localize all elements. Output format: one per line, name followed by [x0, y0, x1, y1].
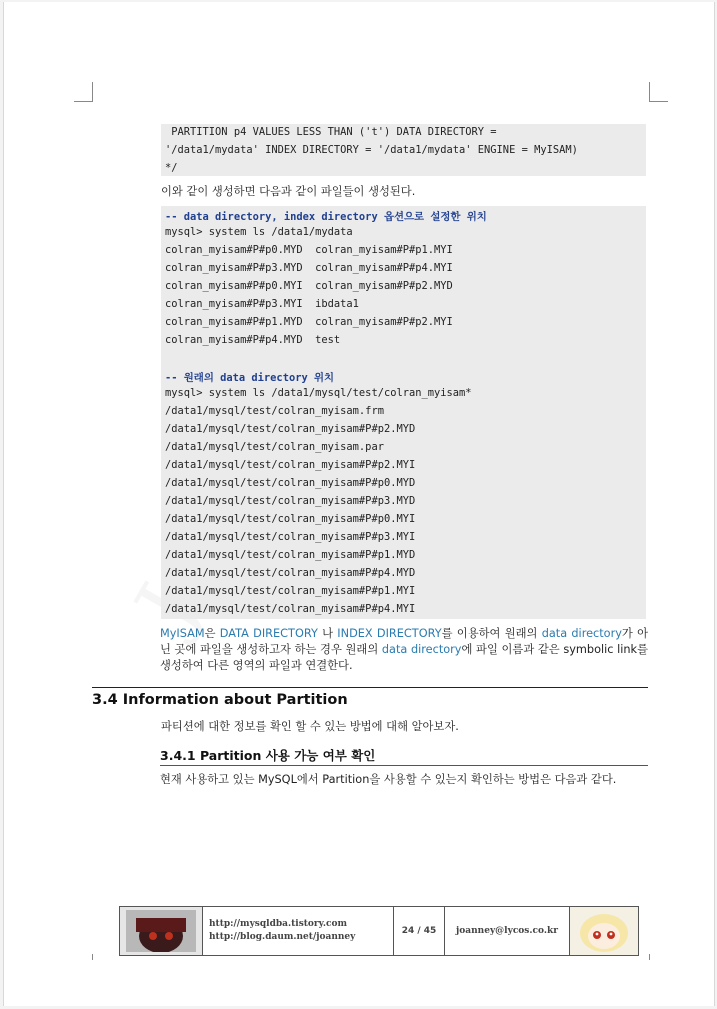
- subsection-heading: 3.4.1 Partition 사용 가능 여부 확인: [160, 748, 376, 763]
- page-footer: [119, 906, 639, 956]
- crop-mark: [92, 82, 93, 102]
- code-block-partition: [161, 124, 646, 176]
- subsection-body: 현재 사용하고 있는 MySQL에서 Partition을 사용할 수 있는지 확인하는 방법은 다음과 같다.: [160, 773, 617, 786]
- code-line: mysql> system ls /data1/mysql/test/colran_myisam*: [165, 387, 472, 399]
- code-line: /data1/mysql/test/colran_myisam.frm: [165, 405, 384, 417]
- code-line: /data1/mysql/test/colran_myisam#P#p3.MYI: [165, 531, 416, 543]
- crop-mark: [92, 954, 93, 960]
- code-line: /data1/mysql/test/colran_myisam#P#p0.MYI: [165, 513, 416, 525]
- footer-avatar-left: [120, 907, 203, 955]
- code-comment: -- 원래의 data directory 위치: [165, 372, 335, 384]
- subsection-rule: [160, 765, 648, 766]
- code-line: colran_myisam#P#p0.MYD colran_myisam#P#p1.MYI: [165, 244, 453, 256]
- code-line: /data1/mysql/test/colran_myisam#P#p0.MYD: [165, 477, 416, 489]
- crop-mark: [74, 101, 93, 102]
- paragraph-text: 에 파일 이름과 같은 symbolic link를 생성하여 다른 영역의 파일과 연결한다.: [160, 643, 649, 672]
- intro-text: 이와 같이 생성하면 다음과 같이 파일들이 생성된다.: [161, 185, 416, 198]
- highlight-term: data directory: [541, 627, 622, 640]
- paragraph-text: 나: [317, 627, 338, 640]
- code-line: colran_myisam#P#p4.MYD test: [165, 334, 341, 346]
- footer-url-tistory[interactable]: http://mysqldba.tistory.com: [209, 919, 348, 929]
- footer-page-number: 24 / 45: [394, 907, 445, 955]
- code-block-ls: [161, 206, 646, 619]
- character-avatar-icon: [572, 909, 636, 953]
- explanation-paragraph: [160, 626, 648, 674]
- code-comment: -- data directory, index directory 옵션으로 설정한 위치: [165, 211, 487, 223]
- code-line: /data1/mysql/test/colran_myisam.par: [165, 441, 384, 453]
- section-heading: 3.4 Information about Partition: [92, 692, 348, 708]
- footer-avatar-right: [570, 907, 638, 955]
- code-line: /data1/mysql/test/colran_myisam#P#p1.MYI: [165, 585, 416, 597]
- paragraph-text: 은: [204, 627, 220, 640]
- highlight-term: MyISAM: [160, 627, 205, 640]
- highlight-term: DATA DIRECTORY: [219, 627, 318, 640]
- footer-url-daum[interactable]: http://blog.daum.net/joanney: [209, 932, 356, 942]
- code-line: */: [165, 162, 178, 174]
- crop-mark: [649, 954, 650, 960]
- paragraph-text: 가 아닌 곳에 파일을 생성하고자 하는 경우 원래의: [160, 627, 648, 656]
- code-line: colran_myisam#P#p3.MYI ibdata1: [165, 298, 359, 310]
- code-line: colran_myisam#P#p1.MYD colran_myisam#P#p2.MYI: [165, 316, 453, 328]
- code-line: mysql> system ls /data1/mydata: [165, 226, 353, 238]
- code-line: /data1/mysql/test/colran_myisam#P#p4.MYD: [165, 567, 416, 579]
- section-body: 파티션에 대한 정보를 확인 할 수 있는 방법에 대해 알아보자.: [161, 720, 459, 733]
- crop-mark: [649, 101, 668, 102]
- paragraph-text: 를 이용하여 원래의: [441, 627, 542, 640]
- crop-mark: [649, 82, 650, 102]
- character-avatar-icon: [126, 910, 196, 952]
- code-line: /data1/mysql/test/colran_myisam#P#p2.MYI: [165, 459, 416, 471]
- code-line: /data1/mysql/test/colran_myisam#P#p1.MYD: [165, 549, 416, 561]
- code-line: colran_myisam#P#p0.MYI colran_myisam#P#p2.MYD: [165, 280, 453, 292]
- highlight-term: data directory: [381, 643, 462, 656]
- code-line: /data1/mysql/test/colran_myisam#P#p3.MYD: [165, 495, 416, 507]
- code-line: /data1/mysql/test/colran_myisam#P#p2.MYD: [165, 423, 416, 435]
- section-rule: [92, 687, 648, 688]
- footer-email[interactable]: joanney@lycos.co.kr: [445, 907, 570, 955]
- highlight-term: INDEX DIRECTORY: [337, 627, 442, 640]
- code-line: PARTITION p4 VALUES LESS THAN ('t') DATA DIRECTORY =: [165, 126, 497, 138]
- code-line: /data1/mysql/test/colran_myisam#P#p4.MYI: [165, 603, 416, 615]
- code-line: colran_myisam#P#p3.MYD colran_myisam#P#p4.MYI: [165, 262, 453, 274]
- footer-links: [203, 907, 394, 955]
- code-line: '/data1/mydata' INDEX DIRECTORY = '/data1/mydata' ENGINE = MyISAM): [165, 144, 578, 156]
